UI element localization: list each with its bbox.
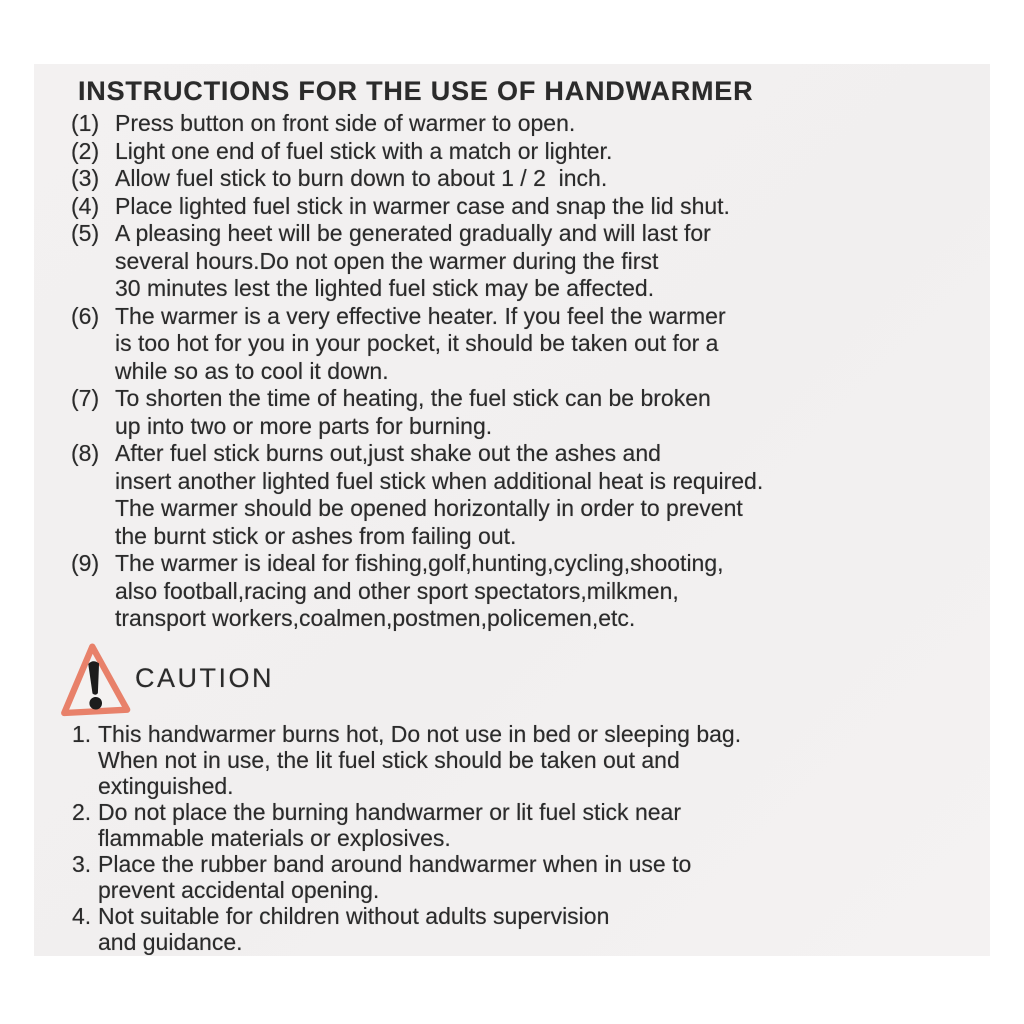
item-number: (2) [71, 137, 100, 164]
list-item [71, 220, 990, 303]
list-item [72, 721, 990, 799]
list-item [71, 110, 990, 138]
item-number: (5) [71, 220, 100, 246]
list-item [71, 165, 990, 193]
item-text: Press button on front side of warmer to open. [115, 110, 576, 136]
list-item [71, 303, 990, 386]
item-number: (9) [71, 550, 100, 576]
list-item [72, 799, 990, 851]
item-text: Do not place the burning handwarmer or lit fuel stick near flammable materials or explosives. [98, 798, 681, 851]
item-number: (6) [71, 302, 100, 329]
item-text: A pleasing heet will be generated gradually and will last for several hours.Do not open the warmer during the first 30 minutes lest the lighted fuel stick may be affected. [115, 220, 711, 301]
item-number: 3. [72, 850, 92, 877]
item-text: Light one end of fuel stick with a match or lighter. [115, 137, 613, 164]
caution-list [72, 721, 990, 955]
item-number: 4. [72, 902, 92, 929]
item-text: After fuel stick burns out,just shake out the ashes and insert another lighted fuel stick when additional heat is required. The warmer should be opened horizontally in order to prevent the burnt stick or ashes from failing out. [115, 440, 764, 549]
item-number: 1. [72, 720, 92, 747]
list-item [72, 903, 990, 955]
list-item [71, 138, 990, 166]
item-text: The warmer is a very effective heater. If you feel the warmer is too hot for you in your pocket, it should be taken out for a while so as to cool it down. [115, 302, 726, 384]
instruction-list [71, 110, 990, 633]
caution-header [58, 639, 990, 719]
list-item [71, 193, 990, 221]
list-item [71, 385, 990, 440]
item-text: Allow fuel stick to burn down to about 1 / 2 inch. [115, 165, 608, 191]
item-text: To shorten the time of heating, the fuel stick can be broken up into two or more parts for burning. [115, 385, 711, 439]
item-number: 2. [72, 798, 92, 825]
caution-heading: CAUTION [135, 663, 274, 693]
list-item [71, 440, 990, 550]
warning-triangle-icon [56, 638, 132, 720]
item-text: Place lighted fuel stick in warmer case and snap the lid shut. [115, 192, 730, 219]
item-number: (1) [71, 110, 100, 136]
list-item [71, 550, 990, 633]
item-text: This handwarmer burns hot, Do not use in bed or sleeping bag. When not in use, the lit fuel stick should be taken out and extinguished. [98, 720, 742, 799]
instruction-sheet [34, 64, 990, 956]
item-number: (4) [71, 192, 100, 219]
page-title: INSTRUCTIONS FOR THE USE OF HANDWARMER [78, 76, 754, 106]
item-number: (3) [71, 165, 100, 191]
item-text: The warmer is ideal for fishing,golf,hunting,cycling,shooting, also football,racing and other sport spectators,milkmen, transport workers,coalmen,postmen,policemen,etc. [115, 550, 724, 631]
list-item [72, 851, 990, 903]
item-text: Place the rubber band around handwarmer when in use to prevent accidental opening. [98, 850, 692, 903]
item-text: Not suitable for children without adults supervision and guidance. [98, 902, 610, 955]
item-number: (7) [71, 385, 100, 411]
item-number: (8) [71, 440, 100, 466]
